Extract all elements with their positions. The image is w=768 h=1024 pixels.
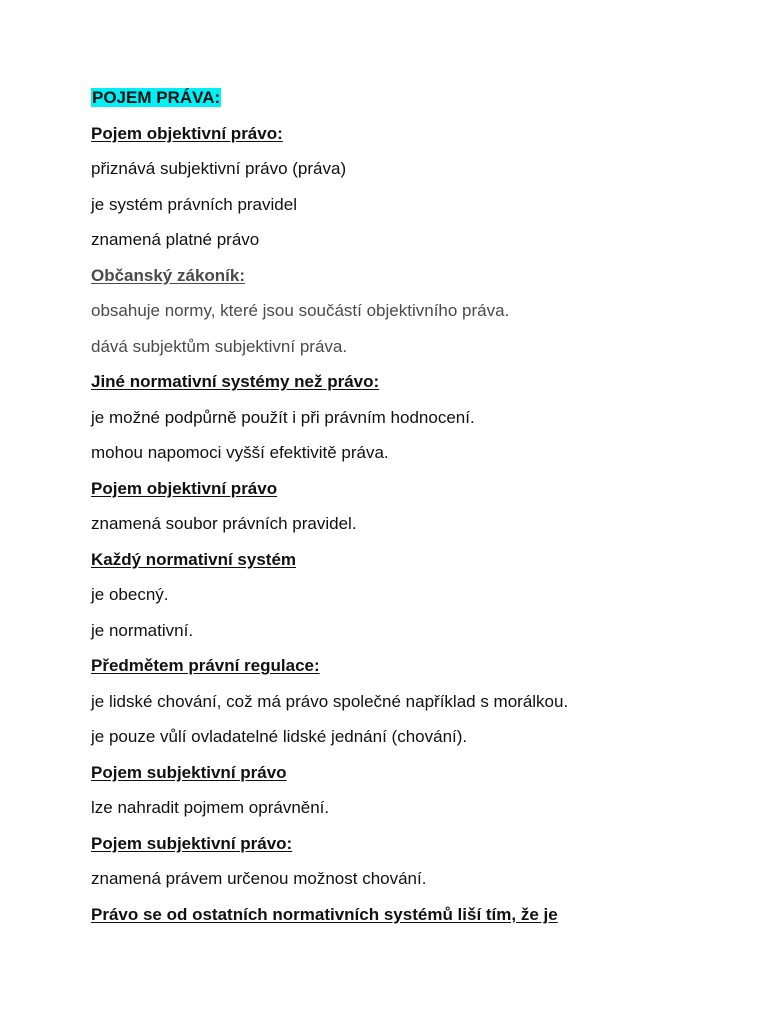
body-line xyxy=(91,403,731,439)
section-heading-text: Každý normativní systém xyxy=(91,549,297,569)
body-line-text: je lidské chování, což má právo společné například s morálkou. xyxy=(91,691,569,711)
body-line xyxy=(91,438,731,474)
section-heading-text: Předmětem právní regulace: xyxy=(91,656,320,675)
section-heading xyxy=(91,367,731,403)
body-line-text: mohou napomoci vyšší efektivitě práva. xyxy=(91,443,389,462)
body-line xyxy=(91,616,731,652)
body-line-text: je systém právních pravidel xyxy=(91,194,297,214)
body-line xyxy=(91,687,731,723)
section-heading-text: Pojem objektivní právo xyxy=(91,478,278,498)
section-heading-text: Pojem objektivní právo: xyxy=(91,123,283,143)
document-title: POJEM PRÁVA: xyxy=(92,88,221,107)
body-line-text: je obecný. xyxy=(91,585,169,604)
section-heading xyxy=(91,829,731,865)
body-line-text: přiznává subjektivní právo (práva) xyxy=(91,159,347,178)
body-line-text: znamená platné právo xyxy=(91,230,260,249)
body-line-text: je pouze vůlí ovladatelné lidské jednání (chování). xyxy=(91,727,468,746)
title-line xyxy=(91,83,731,119)
section-heading xyxy=(91,545,731,581)
section-heading-text: Jiné normativní systémy než právo: xyxy=(91,372,380,391)
body-line-text: znamená právem určenou možnost chování. xyxy=(91,869,427,888)
body-line-text: lze nahradit pojmem oprávnění. xyxy=(91,798,330,817)
body-line xyxy=(91,332,731,368)
section-heading xyxy=(91,261,731,297)
body-line-text: znamená soubor právních pravidel. xyxy=(91,514,357,533)
body-line xyxy=(91,864,731,900)
body-line-text: je normativní. xyxy=(91,620,194,640)
body-line xyxy=(91,580,731,616)
body-line xyxy=(91,296,731,332)
section-heading xyxy=(91,474,731,510)
document-page xyxy=(91,83,731,935)
section-heading xyxy=(91,900,731,936)
body-line xyxy=(91,225,731,261)
body-line xyxy=(91,722,731,758)
body-line xyxy=(91,190,731,226)
document-body xyxy=(91,119,731,936)
section-heading xyxy=(91,758,731,794)
section-heading xyxy=(91,119,731,155)
section-heading xyxy=(91,651,731,687)
section-heading-text: Pojem subjektivní právo xyxy=(91,762,287,782)
body-line-text: je možné podpůrně použít i při právním hodnocení. xyxy=(91,407,475,427)
body-line xyxy=(91,793,731,829)
body-line-text: obsahuje normy, které jsou součástí objektivního práva. xyxy=(91,301,510,320)
body-line xyxy=(91,154,731,190)
section-heading-text: Pojem subjektivní právo: xyxy=(91,833,293,853)
body-line xyxy=(91,509,731,545)
body-line-text: dává subjektům subjektivní práva. xyxy=(91,336,348,356)
section-heading-text: Právo se od ostatních normativních systémů liší tím, že je xyxy=(91,904,558,924)
section-heading-text: Občanský zákoník: xyxy=(91,265,246,285)
